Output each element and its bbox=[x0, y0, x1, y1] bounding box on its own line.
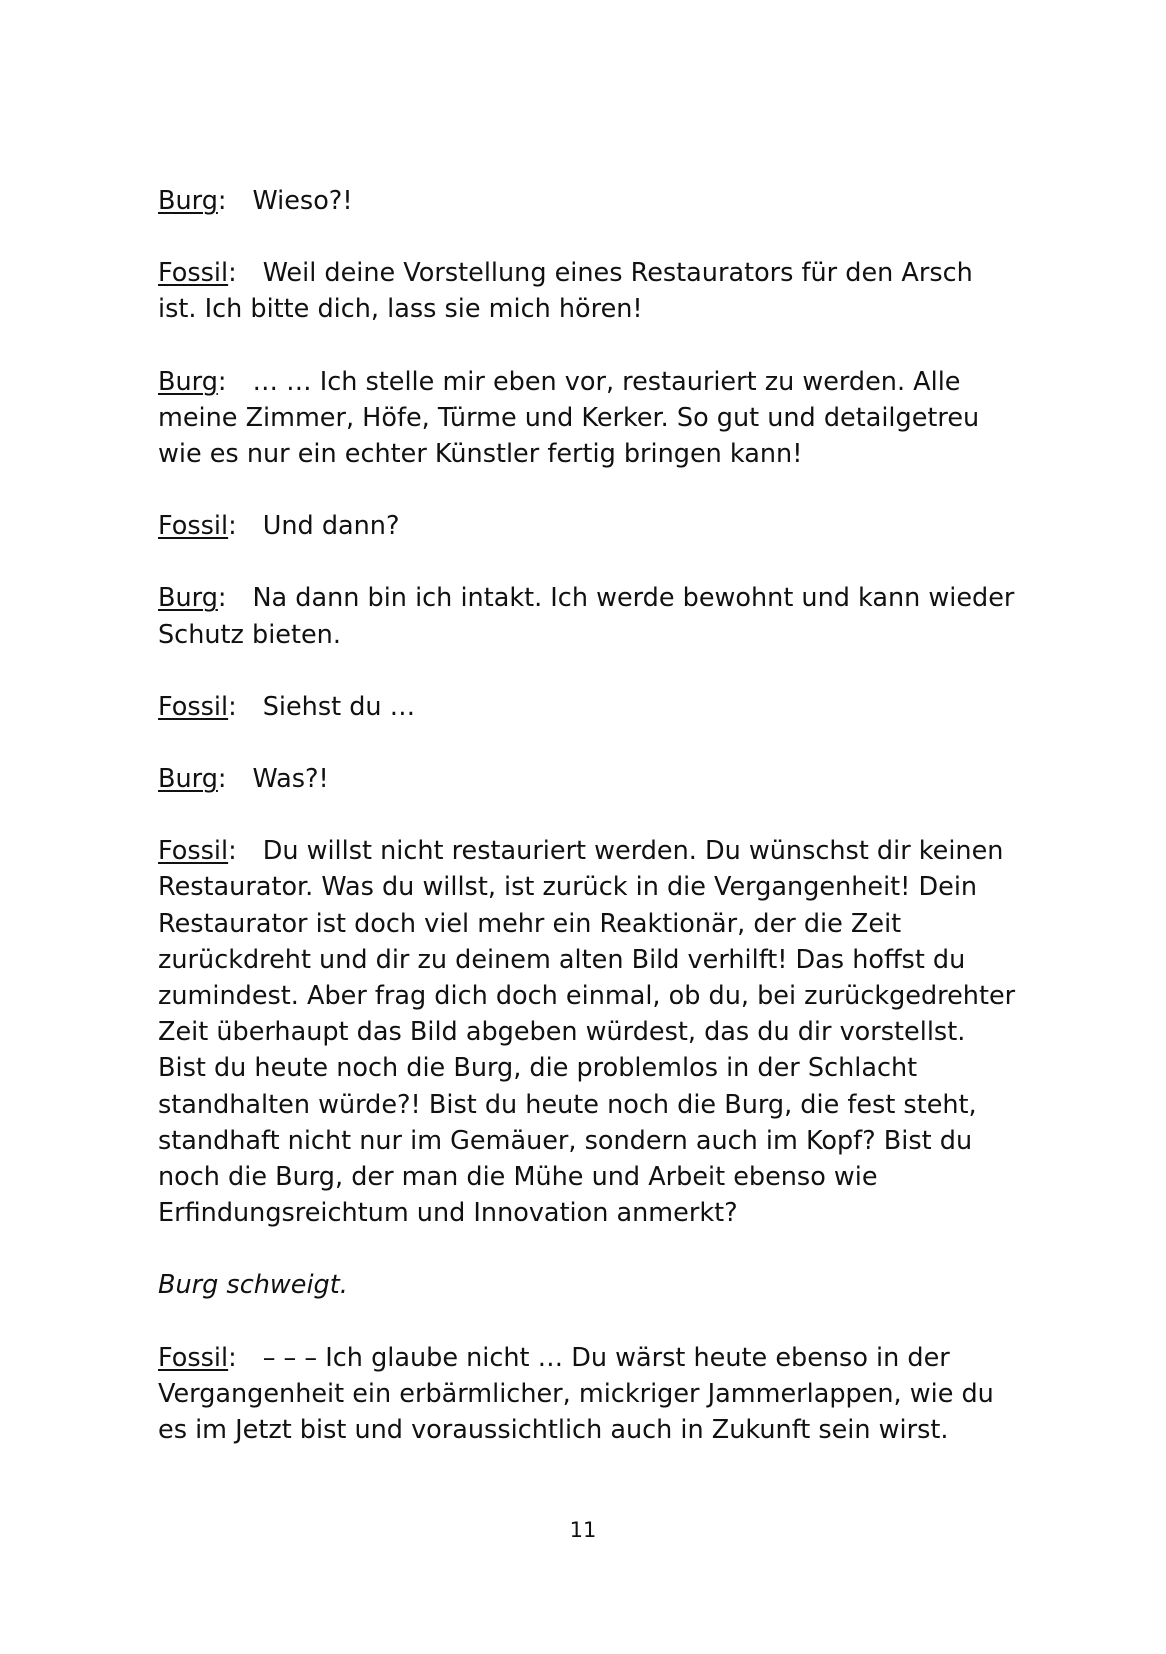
speaker-name: Fossil bbox=[158, 1342, 229, 1373]
dialogue-text: Wieso?! bbox=[252, 186, 353, 216]
dialogue-text: Was?! bbox=[252, 764, 329, 795]
speaker-name: Fossil bbox=[158, 836, 229, 867]
speaker-separator: : bbox=[228, 258, 237, 289]
dialogue-line bbox=[158, 255, 1018, 327]
dialogue-text: Siehst du … bbox=[262, 691, 416, 722]
speaker-separator: : bbox=[217, 583, 227, 614]
speaker-separator: : bbox=[217, 764, 227, 795]
dialogue-line bbox=[158, 761, 1018, 797]
dialogue-line bbox=[158, 183, 1018, 219]
dialogue-text: Und dann? bbox=[262, 511, 400, 542]
dialogue-text: Na dann bin ich intakt. Ich werde bewohnt und kann wieder Schutz bieten. bbox=[158, 583, 1015, 650]
speaker-separator: : bbox=[217, 186, 227, 216]
speaker-separator: : bbox=[228, 511, 237, 542]
stage-direction: Burg schweigt. bbox=[158, 1270, 348, 1301]
dialogue-text: Weil deine Vorstellung eines Restaurators für den Arsch ist. Ich bitte dich, lass sie mich hören! bbox=[158, 258, 973, 325]
speaker-separator: : bbox=[217, 366, 227, 397]
speaker-name: Burg bbox=[158, 366, 218, 397]
speaker-name: Burg bbox=[158, 764, 218, 795]
dialogue-text: … … Ich stelle mir eben vor, restauriert zu werden. Alle meine Zimmer, Höfe, Türme und Kerker. So gut und detailgetreu wie es nur ein echter Künstler fertig bringen kann! bbox=[158, 366, 980, 470]
speaker-separator: : bbox=[228, 836, 237, 867]
page-number: 11 bbox=[569, 1518, 597, 1542]
speaker-separator: : bbox=[228, 1342, 237, 1373]
speaker-name: Burg bbox=[158, 583, 218, 614]
speaker-name: Burg bbox=[158, 186, 218, 216]
dialogue-line bbox=[158, 689, 1018, 725]
dialogue-line bbox=[158, 833, 1018, 1231]
speaker-separator: : bbox=[228, 691, 237, 722]
dialogue-line bbox=[158, 364, 1018, 473]
dialogue-text: Du willst nicht restauriert werden. Du wünschst dir keinen Restaurator. Was du willst, ist zurück in die Vergangenheit! Dein Restaurator ist doch viel mehr ein Reaktionär, der die Zeit zurückdreht und dir zu deinem alten Bild verhilft! Das hoffst du zumindest. Aber frag dich doch einmal, ob du, bei zurückgedrehter Zeit überhaupt das Bild abgeben würdest, das du dir vorstellst. Bist du heute noch die Burg, die problemlos in der Schlacht standhalten würde?! Bist du heute noch die Burg, die fest steht, standhaft nicht nur im Gemäuer, sondern auch im Kopf? Bist du noch die Burg, der man die Mühe und Arbeit ebenso wie Erfindungsreichtum und Innovation anmerkt? bbox=[158, 836, 1016, 1229]
speaker-name: Fossil bbox=[158, 258, 229, 289]
dialogue-line bbox=[158, 508, 1018, 544]
dialogue-text: – – – Ich glaube nicht … Du wärst heute ebenso in der Vergangenheit ein erbärmlicher, mickriger Jammerlappen, wie du es im Jetzt bist und voraussichtlich auch in Zukunft sein wirst. bbox=[158, 1342, 994, 1446]
speaker-name: Fossil bbox=[158, 511, 229, 542]
speaker-name: Fossil bbox=[158, 691, 229, 722]
dialogue-line bbox=[158, 1340, 1018, 1449]
script-text bbox=[158, 183, 1018, 1484]
dialogue-line bbox=[158, 580, 1018, 652]
